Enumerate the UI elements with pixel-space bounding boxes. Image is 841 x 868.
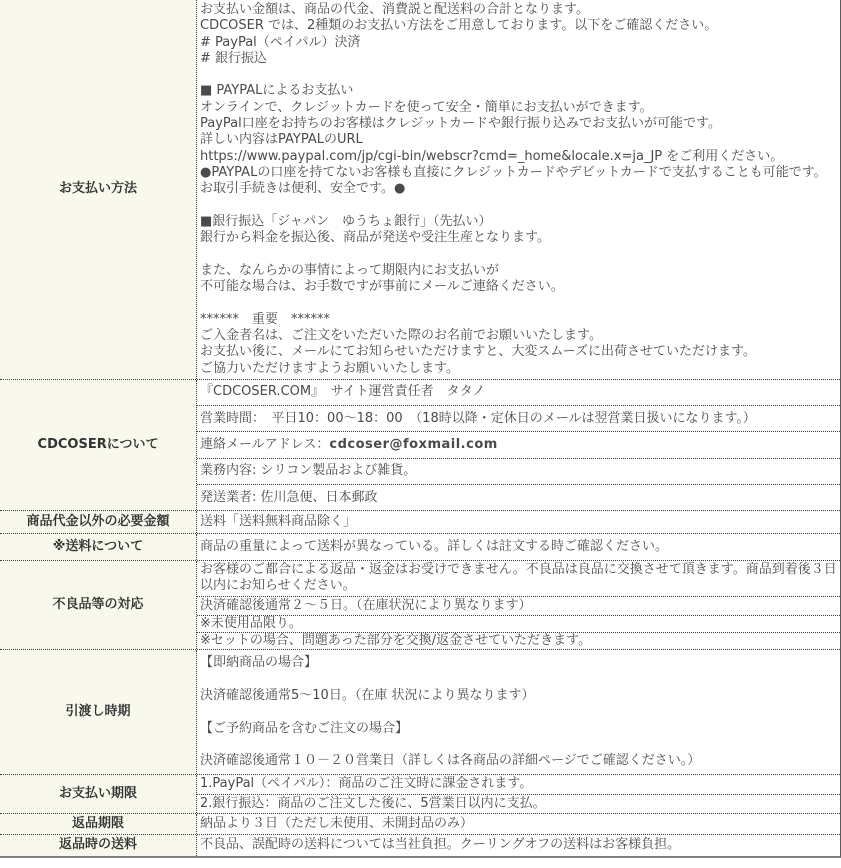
- row-fees-other-than-price: [0, 510, 840, 532]
- text-line: 決済確認後通常１０－２０営業日（詳しくは各商品の詳細ページでご確認ください。）: [200, 753, 701, 769]
- row-payment-deadline: [0, 774, 840, 813]
- content-cell: [197, 814, 840, 834]
- content-cell: [197, 380, 840, 405]
- content-cell: [197, 615, 840, 632]
- content-cell: [197, 431, 840, 457]
- contact-email-label: 連絡メールアドレス：: [200, 436, 330, 452]
- row-content-about-shipping: [197, 534, 840, 560]
- content-cell: [197, 0, 840, 379]
- text-line: お取引手続きは便利、安全です。●: [200, 181, 406, 197]
- row-about-shipping: [0, 533, 840, 560]
- blank-line: [200, 295, 837, 311]
- text-line: # PayPal（ペイパル）決済: [200, 34, 361, 50]
- content-cell: [197, 484, 840, 510]
- text-line: ※未使用品限り。: [200, 615, 302, 631]
- text-line: 発送業者: 佐川急便、日本郵政: [200, 489, 378, 505]
- blank-line: [200, 198, 837, 214]
- text-line: ご入金者名は、ご注文をいただいた際のお名前でお願いいたします。: [200, 327, 602, 343]
- text-line: 不良品、誤配時の送料については当社負担。クーリングオフの送料はお客様負担。: [200, 837, 681, 853]
- text-line: ****** 重要 ******: [200, 311, 331, 327]
- blank-line: [200, 704, 837, 720]
- text-line: ご協力いただけますようお願いいたします。: [200, 360, 459, 376]
- row-header-about-shipping: ※送料について: [0, 534, 197, 560]
- row-content-return-shipping-cost: [197, 835, 840, 855]
- text-line: また、なんらかの事情によって期限内にお支払いが: [200, 262, 500, 278]
- content-cell: [197, 458, 840, 484]
- text-line: ●PAYPALの口座を持てないお客様も直接にクレジットカードやデビットカードで支払することも可能です。: [200, 164, 827, 180]
- text-line: ※セットの場合、問題あった部分を交換/返金させていただきます。: [200, 633, 592, 649]
- text-line: 【ご予約商品を含むご注文の場合】: [200, 720, 409, 736]
- content-cell: [197, 794, 840, 813]
- text-line: 決済確認後通常２～５日。（在庫状況により異なります）: [200, 597, 532, 613]
- row-content-return-deadline: [197, 814, 840, 834]
- text-line: 商品の重量によって送料が異なっている。詳しくは註文する時ご確認ください。: [200, 538, 669, 554]
- row-return-shipping-cost: [0, 834, 840, 855]
- row-delivery-time: [0, 649, 840, 774]
- blank-line: [200, 246, 837, 262]
- row-defective-items: [0, 560, 840, 649]
- text-line: PayPal口座をお持ちのお客様はクレジットカードや銀行振り込みでお支払いが可能です。: [200, 116, 721, 132]
- text-line: 業務内容: シリコン製品および雑貨。: [200, 463, 417, 479]
- text-line: [200, 437, 837, 453]
- text-line: 銀行から料金を振込後、商品が発送や受注生産となります。: [200, 230, 550, 246]
- row-about-cdcoser: [0, 379, 840, 510]
- content-cell: [197, 775, 840, 793]
- text-line: 2.銀行振込：商品のご注文した後に、5営業日以内に支払。: [200, 795, 546, 811]
- row-content-delivery-time: [197, 650, 840, 774]
- blank-line: [200, 672, 837, 688]
- row-header-payment-method: お支払い方法: [0, 0, 197, 379]
- contact-email-address: cdcoser@foxmail.com: [329, 436, 498, 452]
- text-line: 営業時間： 平日10：00～18：00 （18時以降・定休日のメールは翌営業日扱いになります。）: [200, 410, 756, 426]
- content-cell: [197, 632, 840, 649]
- row-payment-method: [0, 0, 840, 379]
- row-header-defective-items: 不良品等の対応: [0, 561, 197, 649]
- text-line: 納品より３日（ただし未使用、未開封品のみ）: [200, 816, 474, 832]
- row-content-payment-method: [197, 0, 840, 379]
- text-line: 送料「送料無料商品除く」: [200, 513, 357, 529]
- row-header-payment-deadline: お支払い期限: [0, 775, 197, 813]
- content-cell: [197, 835, 840, 855]
- content-cell: [197, 561, 840, 596]
- text-line: # 銀行振込: [200, 50, 268, 66]
- text-line: https://www.paypal.com/jp/cgi-bin/webscr?cmd=_home&locale.x=ja_JP をご利用ください。: [200, 148, 784, 164]
- text-line: 決済確認後通常5～10日。（在庫 状況により異なります）: [200, 687, 535, 703]
- blank-line: [200, 67, 837, 83]
- row-content-about-cdcoser: [197, 380, 840, 510]
- content-cell: [197, 650, 840, 774]
- text-line: 『CDCOSER.COM』 サイト運営責任者 タタノ: [200, 384, 486, 400]
- text-line: 1.PayPal（ペイパル）：商品のご注文時に課金されます。: [200, 776, 533, 792]
- content-cell: [197, 405, 840, 431]
- text-line: ■ PAYPALによるお支払い: [200, 83, 354, 99]
- text-line: 【即納商品の場合】: [200, 655, 318, 671]
- row-content-defective-items: [197, 561, 840, 649]
- text-line: CDCOSER では、2種類のお支払い方法をご用意しております。以下をご確認ください。: [200, 18, 718, 34]
- row-header-return-shipping-cost: 返品時の送料: [0, 835, 197, 855]
- text-line: お客様のご都合による返品・返金はお受けできません。不良品は良品に交換させて頂きます。商品到着後３日以内にお知らせください。: [200, 561, 837, 594]
- row-header-fees-other-than-price: 商品代金以外の必要金額: [0, 511, 197, 532]
- text-line: ■銀行振込「ジャパン ゆうちょ銀行」（先払い）: [200, 213, 492, 229]
- row-header-about-cdcoser: CDCOSERについて: [0, 380, 197, 510]
- text-line: 不可能な場合は、お手数ですが事前にメールご連絡ください。: [200, 279, 564, 295]
- text-line: オンラインで、クレジットカードを使って安全・簡単にお支払いができます。: [200, 99, 653, 115]
- row-header-delivery-time: 引渡し時期: [0, 650, 197, 774]
- text-line: お支払い後に、メールにてお知らせいただけますと、大変スムーズに出荷させていただけます。: [200, 344, 757, 360]
- content-cell: [197, 511, 840, 532]
- content-cell: [197, 596, 840, 615]
- row-header-return-deadline: 返品期限: [0, 814, 197, 834]
- text-line: 詳しい内容はPAYPALのURL: [200, 132, 363, 148]
- row-content-payment-deadline: [197, 775, 840, 813]
- row-content-fees-other-than-price: [197, 511, 840, 532]
- blank-line: [200, 737, 837, 753]
- text-line: お支払い金額は、商品の代金、消費説と配送料の合計となります。: [200, 2, 589, 17]
- row-return-deadline: [0, 813, 840, 834]
- content-cell: [197, 534, 840, 560]
